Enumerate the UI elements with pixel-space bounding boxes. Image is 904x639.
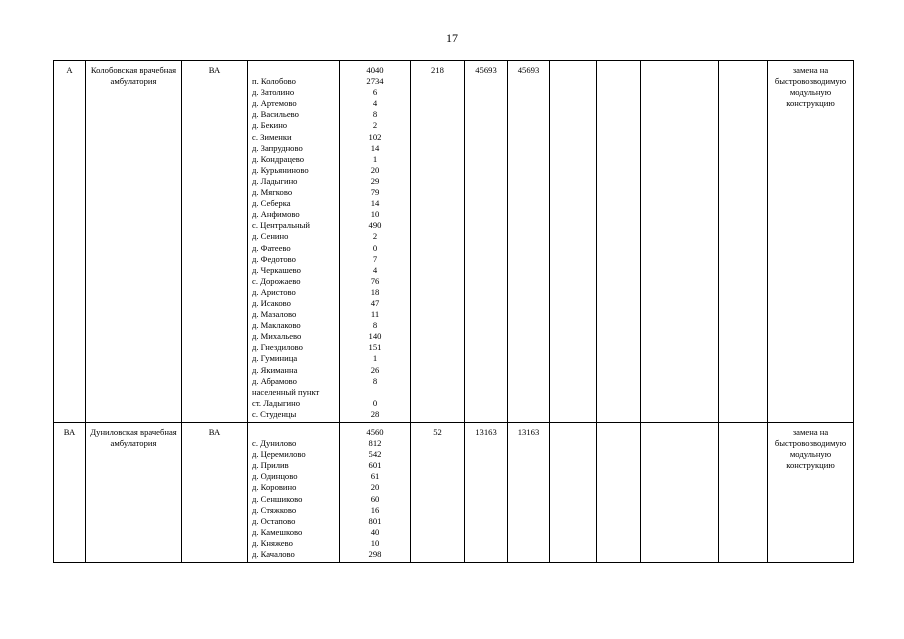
locality-name: д. Затолино xyxy=(252,87,295,98)
facility-type: ВА xyxy=(182,423,248,563)
locality-population: 2 xyxy=(372,231,378,242)
locality-name: д. Абрамово xyxy=(252,375,297,386)
locality-population: 2 xyxy=(372,120,378,131)
locality-name: д. Камешково xyxy=(252,526,303,537)
facility-code: ВА xyxy=(54,423,86,563)
locality-population: 40 xyxy=(370,526,380,537)
value-col8 xyxy=(550,423,597,563)
locality-name: д. Мазалово xyxy=(252,309,297,320)
locality-name: д. Михальево xyxy=(252,331,302,342)
locality-name: д. Коровино xyxy=(252,482,297,493)
locality-name: д. Гуминица xyxy=(252,353,298,364)
locality-population: 298 xyxy=(368,549,382,560)
locality-list xyxy=(250,65,337,420)
value-col7: 13163 xyxy=(508,423,550,563)
locality-name: д. Курьяниново xyxy=(252,164,309,175)
locality-name: д. Васильево xyxy=(252,109,299,120)
locality-name: д. Гнездилово xyxy=(252,342,303,353)
locality-name: населенный пункт xyxy=(252,386,320,397)
locality-name: д. Одинцово xyxy=(252,471,298,482)
locality-name: д. Мягково xyxy=(252,187,293,198)
locality-list-cell xyxy=(248,423,340,563)
locality-population: 76 xyxy=(370,275,380,286)
locality-name: д. Аристово xyxy=(252,286,296,297)
note-text: замена на быстровозводимую модульную конструкцию xyxy=(768,423,854,563)
population-list xyxy=(342,427,408,560)
table-row xyxy=(54,423,854,563)
locality-name: с. Студенцы xyxy=(252,408,297,419)
locality-population: 14 xyxy=(370,142,380,153)
locality-population: 4 xyxy=(372,264,378,275)
locality-name: д. Стяжково xyxy=(252,504,297,515)
locality-population: 2734 xyxy=(366,76,384,87)
value-col5: 218 xyxy=(411,61,465,423)
locality-name: д. Качалово xyxy=(252,549,295,560)
locality-population: 7 xyxy=(372,253,378,264)
locality-population: 102 xyxy=(368,131,382,142)
locality-name: д. Себерка xyxy=(252,198,291,209)
locality-population: 812 xyxy=(368,438,382,449)
value-col9 xyxy=(597,61,641,423)
locality-name: д. Анфимово xyxy=(252,209,300,220)
value-col11 xyxy=(719,61,768,423)
page-number: 17 xyxy=(446,31,458,45)
locality-population: 1 xyxy=(372,153,378,164)
locality-name: д. Федотово xyxy=(252,253,296,264)
locality-population: 10 xyxy=(370,209,380,220)
locality-spacer xyxy=(252,427,337,438)
locality-population xyxy=(342,387,408,398)
facility-code: А xyxy=(54,61,86,423)
locality-population: 18 xyxy=(370,286,380,297)
value-col8 xyxy=(550,61,597,423)
locality-name: п. Колобово xyxy=(252,76,296,87)
locality-name: д. Черкашево xyxy=(252,264,301,275)
locality-list xyxy=(250,427,337,560)
locality-population: 20 xyxy=(370,482,380,493)
value-col11 xyxy=(719,423,768,563)
locality-population: 60 xyxy=(370,493,380,504)
value-col7: 45693 xyxy=(508,61,550,423)
locality-population: 20 xyxy=(370,164,380,175)
locality-population: 0 xyxy=(372,242,378,253)
locality-name: д. Бекино xyxy=(252,120,288,131)
locality-name: с. Центральный xyxy=(252,220,310,231)
locality-name: д. Фатеево xyxy=(252,242,291,253)
locality-list-cell xyxy=(248,61,340,423)
locality-population: 16 xyxy=(370,504,380,515)
note-text: замена на быстровозводимую модульную конструкцию xyxy=(768,61,854,423)
locality-population: 8 xyxy=(372,375,378,386)
locality-name: с. Дорожаево xyxy=(252,275,301,286)
locality-name: с. Зименки xyxy=(252,131,292,142)
facility-name: Дуниловская врачебная амбулатория xyxy=(86,423,182,563)
locality-name: д. Маклаково xyxy=(252,320,301,331)
locality-name: д. Княжево xyxy=(252,537,293,548)
facility-name: Колобовская врачебная амбулатория xyxy=(86,61,182,423)
locality-spacer xyxy=(252,65,337,76)
locality-name: ст. Ладыгино xyxy=(252,397,301,408)
locality-population: 0 xyxy=(372,397,378,408)
locality-population: 6 xyxy=(372,87,378,98)
locality-population: 79 xyxy=(370,187,380,198)
locality-name: д. Исаково xyxy=(252,297,291,308)
facility-type: ВА xyxy=(182,61,248,423)
facilities-table xyxy=(53,60,854,563)
locality-population: 601 xyxy=(368,460,382,471)
locality-population: 26 xyxy=(370,364,380,375)
table-row xyxy=(54,61,854,423)
locality-name: д. Сенино xyxy=(252,231,289,242)
population-list-cell xyxy=(340,61,411,423)
locality-name: д. Церемилово xyxy=(252,449,306,460)
locality-population: 151 xyxy=(368,342,382,353)
locality-name: д. Прилив xyxy=(252,460,289,471)
locality-population: 1 xyxy=(372,353,378,364)
total-population: 4040 xyxy=(366,65,384,75)
locality-population: 11 xyxy=(370,309,380,320)
value-col6: 45693 xyxy=(465,61,508,423)
locality-population: 29 xyxy=(370,175,380,186)
locality-population: 801 xyxy=(368,515,382,526)
locality-population: 490 xyxy=(368,220,382,231)
value-col9 xyxy=(597,423,641,563)
locality-name: д. Остапово xyxy=(252,515,296,526)
total-population: 4560 xyxy=(366,427,384,437)
value-col5: 52 xyxy=(411,423,465,563)
locality-name: д. Запрудново xyxy=(252,142,303,153)
locality-population: 61 xyxy=(370,471,380,482)
locality-population: 10 xyxy=(370,537,380,548)
locality-population: 542 xyxy=(368,449,382,460)
locality-name: с. Дунилово xyxy=(252,438,297,449)
population-list-cell xyxy=(340,423,411,563)
locality-population: 28 xyxy=(370,408,380,419)
population-list xyxy=(342,65,408,420)
locality-name: д. Кондрацево xyxy=(252,153,305,164)
locality-name: д. Ладыгино xyxy=(252,175,298,186)
locality-population: 8 xyxy=(372,320,378,331)
locality-name: д. Артемово xyxy=(252,98,297,109)
locality-population: 47 xyxy=(370,297,380,308)
locality-population: 8 xyxy=(372,109,378,120)
locality-population: 14 xyxy=(370,198,380,209)
value-col10 xyxy=(641,423,719,563)
locality-name: д. Якиманна xyxy=(252,364,298,375)
value-col10 xyxy=(641,61,719,423)
locality-name: д. Сеншиково xyxy=(252,493,303,504)
locality-population: 140 xyxy=(368,331,382,342)
locality-population: 4 xyxy=(372,98,378,109)
value-col6: 13163 xyxy=(465,423,508,563)
